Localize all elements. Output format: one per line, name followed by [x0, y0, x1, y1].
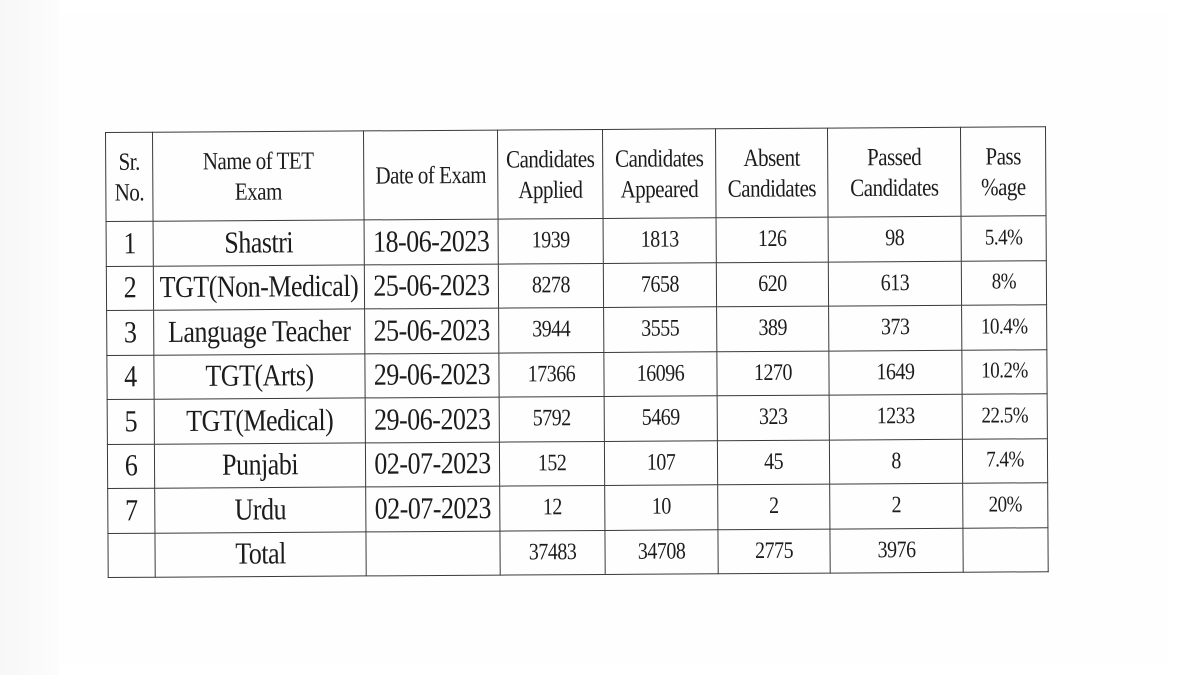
- cell-pass-pct: [961, 216, 1046, 261]
- cell-text: 2: [768, 493, 779, 520]
- cell-applied: [499, 307, 604, 352]
- table-row: [107, 349, 1047, 399]
- cell-applied: [499, 396, 604, 441]
- cell-text: 2: [123, 270, 137, 305]
- cell-text: 152: [537, 449, 567, 477]
- cell-text: 1649: [876, 358, 915, 385]
- cell-text: 2: [891, 492, 902, 519]
- cell-exam-name: [155, 531, 366, 577]
- cell-text: 323: [758, 404, 788, 431]
- cell-appeared: [603, 262, 716, 307]
- cell-text: 37483: [528, 538, 577, 566]
- cell-pass-pct: [962, 438, 1047, 483]
- cell-text: 17366: [527, 360, 576, 388]
- cell-text: 29-06-2023: [373, 357, 491, 393]
- cell-text: 34708: [637, 538, 686, 565]
- cell-sr-no: [107, 355, 154, 400]
- header-line: Applied: [518, 175, 583, 204]
- cell-text: 3944: [532, 316, 571, 343]
- cell-date: [366, 531, 500, 576]
- header-line: Sr.: [118, 147, 140, 176]
- cell-text: 7658: [640, 271, 680, 298]
- cell-text: 7: [124, 492, 138, 528]
- cell-applied: [498, 218, 603, 263]
- cell-appeared: [604, 351, 717, 396]
- cell-text: 8: [891, 447, 901, 474]
- cell-text: 1233: [876, 403, 915, 430]
- header-passed: [827, 127, 961, 217]
- cell-exam-name: [154, 442, 365, 488]
- cell-absent: [716, 262, 828, 307]
- cell-text: TGT(Arts): [205, 358, 314, 394]
- cell-text: 8%: [991, 269, 1017, 295]
- table-row: [107, 438, 1047, 488]
- table-row: [107, 305, 1047, 355]
- cell-absent: [717, 306, 829, 351]
- table-row: [106, 216, 1046, 266]
- cell-text: 4: [124, 359, 137, 394]
- cell-text: 389: [758, 315, 788, 342]
- cell-text: 6: [124, 448, 138, 483]
- cell-text: 1270: [753, 359, 793, 386]
- header-line: Candidates: [505, 144, 595, 174]
- cell-pass-pct: [962, 305, 1047, 350]
- cell-text: 7.4%: [986, 447, 1024, 473]
- cell-sr-no: [107, 310, 154, 355]
- cell-pass-pct: [961, 260, 1046, 305]
- cell-text: Language Teacher: [167, 313, 351, 349]
- header-line: Candidates: [614, 143, 704, 173]
- cell-text: 29-06-2023: [373, 401, 491, 437]
- cell-text: 107: [646, 449, 676, 476]
- cell-appeared: [603, 218, 716, 263]
- cell-text: 8278: [531, 271, 571, 299]
- cell-appeared: [605, 529, 718, 574]
- cell-sr-no: [107, 444, 154, 489]
- cell-sr-no: [108, 488, 155, 533]
- scan-edge: [0, 0, 58, 675]
- cell-passed: [829, 305, 962, 350]
- cell-exam-name: [155, 487, 366, 533]
- cell-pass-pct: [962, 394, 1047, 439]
- cell-sr-no: [107, 399, 154, 444]
- header-appeared: [602, 129, 716, 219]
- cell-absent: [717, 395, 829, 440]
- header-line: %age: [980, 172, 1026, 202]
- cell-pass-pct: [963, 483, 1048, 528]
- cell-text: 22.5%: [981, 403, 1029, 429]
- cell-exam-name: [154, 398, 365, 444]
- cell-date: [365, 308, 499, 353]
- cell-text: 10.4%: [980, 314, 1028, 340]
- cell-text: 10.2%: [981, 358, 1028, 384]
- header-line: Pass: [985, 141, 1021, 171]
- cell-exam-name: [153, 264, 364, 310]
- cell-text: 12: [542, 494, 562, 521]
- cell-date: [364, 219, 498, 264]
- cell-text: 126: [757, 226, 787, 253]
- cell-applied: [500, 530, 605, 575]
- cell-applied: [499, 441, 604, 486]
- cell-passed: [829, 394, 962, 439]
- cell-exam-name: [154, 309, 365, 355]
- cell-sr-no: [106, 266, 153, 311]
- cell-passed: [830, 483, 963, 528]
- header-line: Exam: [234, 177, 282, 206]
- cell-text: 3555: [641, 315, 680, 342]
- header-sr-no: [106, 132, 154, 221]
- cell-text: Total: [235, 536, 286, 571]
- header-line: Candidates: [850, 173, 939, 202]
- table-row: [108, 483, 1048, 533]
- cell-text: 98: [885, 225, 905, 252]
- cell-text: 5469: [641, 404, 680, 431]
- header-pass-pct: [960, 127, 1046, 217]
- cell-absent: [718, 529, 830, 574]
- cell-passed: [828, 261, 961, 306]
- cell-text: Shastri: [224, 224, 294, 260]
- cell-text: 2775: [754, 537, 794, 564]
- cell-text: 620: [758, 270, 787, 297]
- cell-exam-name: [153, 220, 364, 266]
- header-line: Appeared: [620, 174, 699, 204]
- cell-passed: [829, 439, 962, 484]
- cell-text: 1939: [531, 227, 570, 254]
- table-row: [106, 260, 1046, 310]
- cell-applied: [498, 263, 603, 308]
- cell-pass-pct: [963, 527, 1048, 572]
- header-absent: [715, 128, 828, 218]
- header-applied: [497, 129, 603, 219]
- cell-sr-no: [108, 533, 155, 578]
- table-row: [107, 394, 1047, 444]
- cell-text: 10: [651, 493, 671, 520]
- cell-date: [364, 264, 498, 309]
- cell-text: 3: [123, 314, 137, 350]
- cell-text: 5.4%: [984, 225, 1023, 251]
- cell-text: 1813: [640, 226, 679, 253]
- cell-absent: [717, 351, 829, 396]
- cell-text: 1: [123, 225, 137, 261]
- cell-passed: [830, 528, 963, 573]
- cell-text: 373: [880, 314, 910, 341]
- cell-absent: [718, 484, 830, 529]
- cell-text: 02-07-2023: [374, 490, 492, 526]
- header-line: Candidates: [727, 173, 817, 203]
- cell-date: [365, 442, 499, 487]
- cell-absent: [716, 217, 828, 262]
- cell-text: 5792: [532, 405, 571, 432]
- cell-date: [365, 353, 499, 398]
- header-line: No.: [114, 177, 145, 207]
- table-header-row: [106, 127, 1047, 222]
- cell-text: 5: [124, 403, 138, 439]
- cell-text: 3976: [877, 536, 916, 563]
- tet-results-table: [105, 126, 1049, 578]
- cell-sr-no: [106, 221, 153, 266]
- cell-date: [366, 486, 500, 531]
- cell-absent: [717, 440, 829, 485]
- cell-text: 18-06-2023: [372, 223, 490, 259]
- cell-applied: [500, 485, 605, 530]
- cell-text: 45: [763, 448, 784, 475]
- cell-text: 613: [880, 269, 910, 296]
- cell-appeared: [605, 485, 718, 530]
- header-line: Passed: [866, 142, 922, 172]
- cell-exam-name: [154, 353, 365, 399]
- cell-date: [365, 397, 499, 442]
- cell-passed: [829, 350, 962, 395]
- cell-text: 16096: [636, 360, 685, 387]
- cell-applied: [499, 352, 604, 397]
- header-line: Absent: [743, 143, 801, 172]
- cell-appeared: [604, 396, 717, 441]
- cell-text: 02-07-2023: [374, 446, 491, 482]
- cell-appeared: [604, 307, 717, 352]
- cell-text: TGT(Medical): [186, 402, 334, 438]
- cell-text: TGT(Non-Medical): [159, 269, 359, 305]
- header-date: [363, 130, 498, 220]
- header-line: Name of TET: [202, 146, 314, 176]
- cell-pass-pct: [962, 349, 1047, 394]
- cell-passed: [828, 216, 961, 261]
- cell-text: 25-06-2023: [373, 312, 490, 348]
- header-exam-name: [153, 131, 365, 221]
- total-row: [108, 527, 1048, 577]
- cell-text: 25-06-2023: [373, 268, 490, 304]
- cell-text: Urdu: [234, 491, 287, 527]
- cell-text: 20%: [988, 492, 1023, 518]
- header-line: Date of Exam: [375, 160, 487, 190]
- cell-appeared: [604, 440, 717, 485]
- cell-text: Punjabi: [221, 447, 299, 483]
